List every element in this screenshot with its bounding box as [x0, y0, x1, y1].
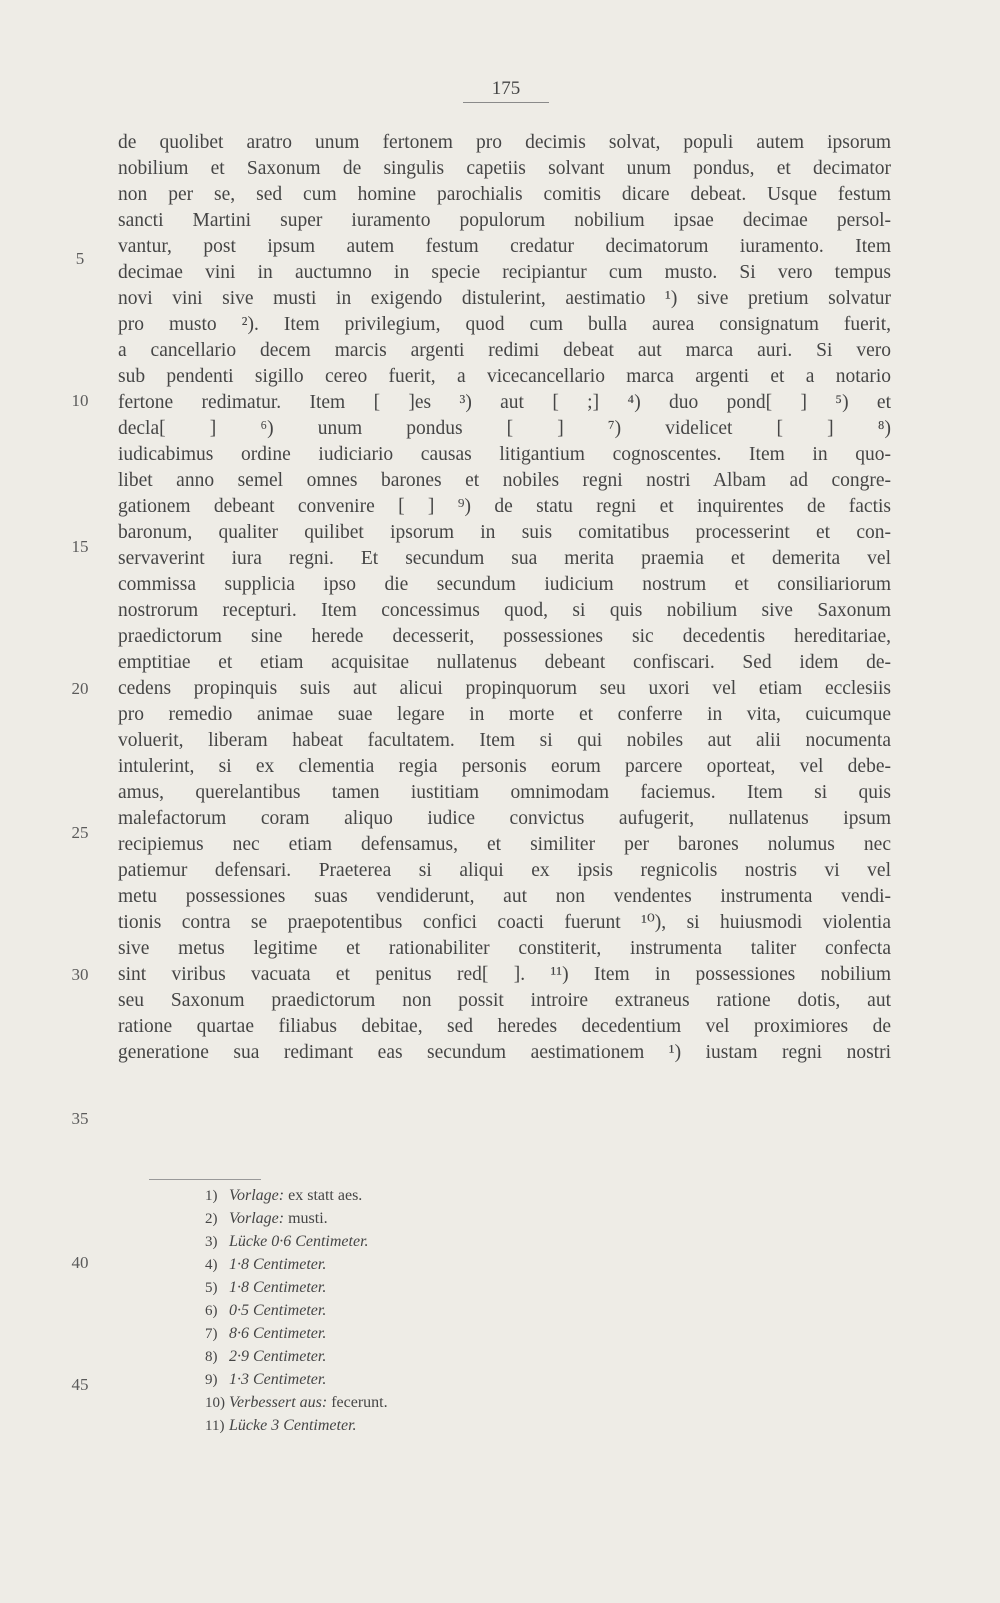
- page-number: 175: [463, 78, 549, 103]
- text-line: sub pendenti sigillo cereo fuerit, a vicecancellario marca argenti et a notario: [118, 366, 891, 387]
- footnote: [205, 1415, 357, 1437]
- text-line: amus, querelantibus tamen iustitiam omnimodam faciemus. Item si quis: [118, 782, 891, 803]
- text-line: tionis contra se praepotentibus confici coacti fuerunt ¹⁰), si huiusmodi violentia: [118, 912, 891, 933]
- text-line: fertone redimatur. Item [ ]es ³) aut [ ;] ⁴) duo pond[ ] ⁵) et: [118, 392, 891, 413]
- footnote-divider: [149, 1179, 261, 1180]
- footnote-mark: 9): [205, 1372, 218, 1388]
- text-line: praedictorum sine herede decesserit, possessiones sic decedentis hereditariae,: [118, 626, 891, 647]
- text-line: generatione sua redimant eas secundum aestimationem ¹) iustam regni nostri: [118, 1042, 891, 1063]
- footnote-mark: 2): [205, 1211, 218, 1227]
- text-line: malefactorum coram aliquo iudice convictus aufugerit, nullatenus ipsum: [118, 808, 891, 829]
- line-number: 10: [71, 391, 89, 410]
- text-line: voluerit, liberam habeat facultatem. Item si qui nobiles aut alii nocumenta: [118, 730, 891, 751]
- footnote-mark: 1): [205, 1188, 218, 1204]
- footnote: [205, 1277, 326, 1299]
- footnote-label: Lücke 3 Centimeter.: [229, 1417, 357, 1434]
- text-line: patiemur defensari. Praeterea si aliqui ex ipsis regnicolis nostris vi vel: [118, 860, 891, 881]
- line-number: 40: [71, 1253, 89, 1272]
- footnote-label: Verbessert aus:: [229, 1394, 328, 1411]
- footnote-mark: 6): [205, 1303, 218, 1319]
- text-line: servaverint iura regni. Et secundum sua merita praemia et demerita vel: [118, 548, 891, 569]
- footnote-mark: 7): [205, 1326, 218, 1342]
- text-line: intulerint, si ex clementia regia personis eorum parcere oporteat, vel debe-: [118, 756, 891, 777]
- text-line: ratione quartae filiabus debitae, sed heredes decedentium vel proximiores de: [118, 1016, 891, 1037]
- text-line: metu possessiones suas vendiderunt, aut non vendentes instrumenta vendi-: [118, 886, 891, 907]
- text-line: sive metus legitime et rationabiliter constiterit, instrumenta taliter confecta: [118, 938, 891, 959]
- footnote: [205, 1323, 326, 1345]
- footnote-text: musti.: [284, 1210, 328, 1227]
- line-number: 5: [75, 249, 85, 268]
- footnote-mark: 8): [205, 1349, 218, 1365]
- line-number: 25: [71, 823, 89, 842]
- footnote: [205, 1231, 369, 1253]
- footnote-mark: 4): [205, 1257, 218, 1273]
- text-line: iudicabimus ordine iudiciario causas litigantium cognoscentes. Item in quo-: [118, 444, 891, 465]
- line-number: 45: [71, 1375, 89, 1394]
- text-line: pro musto ²). Item privilegium, quod cum bulla aurea consignatum fuerit,: [118, 314, 891, 335]
- footnote: [205, 1208, 328, 1230]
- footnote: [205, 1369, 326, 1391]
- text-line: vantur, post ipsum autem festum credatur decimatorum iuramento. Item: [118, 236, 891, 257]
- footnote-mark: 5): [205, 1280, 218, 1296]
- text-line: seu Saxonum praedictorum non possit introire extraneus ratione dotis, aut: [118, 990, 891, 1011]
- line-number: 30: [71, 965, 89, 984]
- text-line: a cancellario decem marcis argenti redimi debeat aut marca auri. Si vero: [118, 340, 891, 361]
- text-line: de quolibet aratro unum fertonem pro decimis solvat, populi autem ipsorum: [118, 132, 891, 153]
- text-line: sint viribus vacuata et penitus red[ ]. ¹¹) Item in possessiones nobilium: [118, 964, 891, 985]
- footnote-label: Vorlage:: [229, 1187, 285, 1204]
- footnote-label: Vorlage:: [229, 1210, 285, 1227]
- footnote-text: fecerunt.: [327, 1394, 388, 1411]
- footnote-label: 1·8 Centimeter.: [229, 1279, 327, 1296]
- text-line: cedens propinquis suis aut alicui propinquorum seu uxori vel etiam ecclesiis: [118, 678, 891, 699]
- text-line: non per se, sed cum homine parochialis comitis dicare debeat. Usque festum: [118, 184, 891, 205]
- text-line: decimae vini in auctumno in specie recipiantur cum musto. Si vero tempus: [118, 262, 891, 283]
- footnote-mark: 3): [205, 1234, 218, 1250]
- footnote-label: 1·3 Centimeter.: [229, 1371, 327, 1388]
- footnote-mark: 11): [205, 1418, 225, 1434]
- text-line: baronum, qualiter quilibet ipsorum in suis comitatibus processerint et con-: [118, 522, 891, 543]
- line-number: 15: [71, 537, 89, 556]
- text-line: sancti Martini super iuramento populorum nobilium ipsae decimae persol-: [118, 210, 891, 231]
- footnote-label: 2·9 Centimeter.: [229, 1348, 327, 1365]
- footnote: [205, 1300, 326, 1322]
- footnote-label: 0·5 Centimeter.: [229, 1302, 327, 1319]
- text-line: pro remedio animae suae legare in morte et conferre in vita, cuicumque: [118, 704, 891, 725]
- text-line: gationem debeant convenire [ ] ⁹) de statu regni et inquirentes de factis: [118, 496, 891, 517]
- footnote: [205, 1346, 326, 1368]
- text-line: decla[ ] ⁶) unum pondus [ ] ⁷) videlicet [ ] ⁸): [118, 418, 891, 439]
- footnote-label: 8·6 Centimeter.: [229, 1325, 327, 1342]
- line-number: 20: [71, 679, 89, 698]
- text-line: recipiemus nec etiam defensamus, et similiter per barones nolumus nec: [118, 834, 891, 855]
- footnote: [205, 1392, 388, 1414]
- footnote-label: Lücke 0·6 Centimeter.: [229, 1233, 369, 1250]
- footnote: [205, 1185, 362, 1207]
- text-line: commissa supplicia ipso die secundum iudicium nostrum et consiliariorum: [118, 574, 891, 595]
- footnote-text: ex statt aes.: [284, 1187, 363, 1204]
- text-line: libet anno semel omnes barones et nobiles regni nostri Albam ad congre-: [118, 470, 891, 491]
- text-line: novi vini sive musti in exigendo distulerint, aestimatio ¹) sive pretium solvatur: [118, 288, 891, 309]
- text-line: nobilium et Saxonum de singulis capetiis solvant unum pondus, et decimator: [118, 158, 891, 179]
- text-line: nostrorum recepturi. Item concessimus quod, si quis nobilium sive Saxonum: [118, 600, 891, 621]
- footnote: [205, 1254, 326, 1276]
- line-number: 35: [71, 1109, 89, 1128]
- footnote-label: 1·8 Centimeter.: [229, 1256, 327, 1273]
- footnote-mark: 10): [205, 1395, 225, 1411]
- text-line: emptitiae et etiam acquisitae nullatenus debeant confiscari. Sed idem de-: [118, 652, 891, 673]
